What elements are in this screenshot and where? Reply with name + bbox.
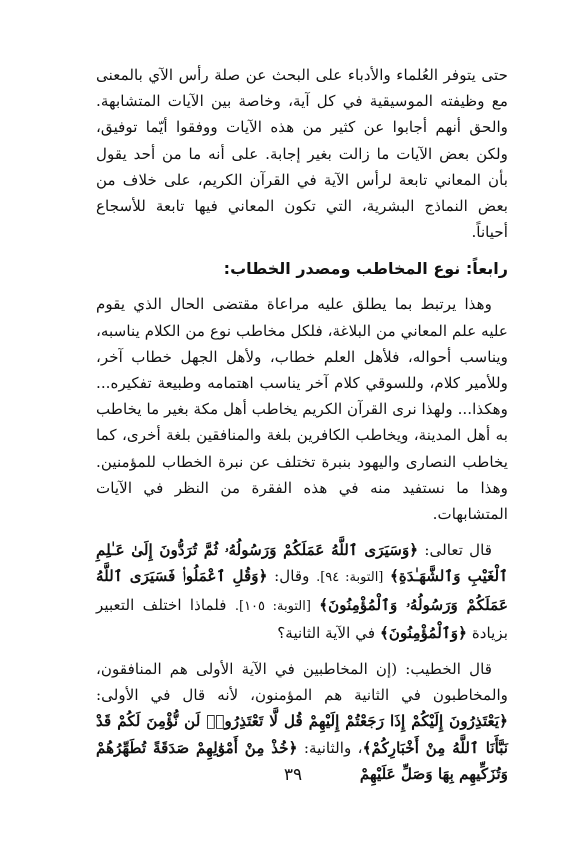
verse-reference: [التوبة: ١٠٥]. (234, 598, 311, 614)
body-paragraph-verses (96, 537, 508, 646)
body-paragraph-addressee: وهذا يرتبط بما يطلق عليه مراعاة مقتضى الحال الذي يقوم عليه علم المعاني من البلاغة، فلكل مخاطب نوع من الكلام يناسبه، ويناسب أحواله، فلأهل العلم خطاب، ولأهل الجهل خطاب آخر، وللأمير كلام، وللسوقي كلام آخر يناسب اهتمامه وطبيعة تفكيره... وهكذا... ولهذا نرى القرآن الكريم يخاطب أهل مكة بغير ما يخاطب به أهل المدينة، ويخاطب الكافرين بلغة والمنافقين بلغة أخرى، كما يخاطب النصارى واليهود بنبرة تختلف عن نبرة الخطاب للمؤمنين. وهذا ما نستفيد منه في هذه الفقرة من النظر في الآيات المتشابهات. (96, 295, 508, 524)
section-heading: رابعاً: نوع المخاطب ومصدر الخطاب: (223, 259, 508, 279)
body-paragraph-intro: حتى يتوفر العُلماء والأدباء على البحث عن صلة رأس الآي بالمعنى مع وظيفته الموسيقية في كل آية، وخاصة بين الآيات المتشابهة. والحق أنهم أجابوا عن كثير من هذه الآيات ووفقوا أيّما توفيق، ولكن بعض الآيات ما زالت بغير إجابة. على أنه ما من أحد يقول بأن المعاني تابعة لرأس الآية في القرآن الكريم، على خلاف من بعض النماذج البشرية، التي تكون المعاني فيها تابعة للأسجاع أحياناً. (96, 66, 508, 242)
quote-text: ، والثانية: (303, 738, 363, 757)
verse-reference: [التوبة: ٩٤]. (316, 570, 384, 586)
quran-verse: ﴿وَقُلِ ٱعْمَلُوا۟ فَسَيَرَى ٱللَّهُ عَمَلَكُمْ وَرَسُولُهُۥ وَٱلْمُؤْمِنُونَ﴾ (96, 567, 509, 614)
quran-verse: ﴿يَعْتَذِرُونَ إِلَيْكُمْ إِذَا رَجَعْتُمْ إِلَيْهِمْ قُل لَّا تَعْتَذِرُوا۟ لَن نُّؤْمِنَ لَكُمْ قَدْ نَبَّأَنَا ٱللَّهُ مِنْ أَخْبَارِكُمْ﴾ (96, 712, 509, 757)
page-number: ٣٩ (283, 765, 303, 785)
quran-verse: ﴿خُذْ مِنْ أَمْوَٰلِهِمْ صَدَقَةً تُطَهِّرُهُمْ وَتُزَكِّيهِم بِهَا وَصَلِّ عَلَيْهِمْ (96, 738, 508, 783)
question-text: في الآية الثانية؟ (277, 623, 376, 642)
verse-intro-text: وقال: (274, 567, 310, 586)
page-body (96, 62, 508, 787)
quran-verse: ﴿وَٱلْمُؤْمِنُونَ﴾ (379, 623, 467, 642)
quote-text: قال الخطيب: (إن المخاطبين في الآية الأولى هم المنافقون، والمخاطبون في الثانية هم المؤمنون، لأنه قال في الأولى: (96, 660, 508, 705)
quran-verse: ﴿وَسَيَرَى ٱللَّهُ عَمَلَكُمْ وَرَسُولُهُۥ ثُمَّ تُرَدُّونَ إِلَىٰ عَـٰلِمِ ٱلْغَيْبِ وَٱلشَّهَـٰدَةِ﴾ (96, 541, 509, 586)
question-text: فلماذا اختلف التعبير بزيادة (96, 595, 508, 642)
verse-intro-text: قال تعالى: (424, 541, 492, 560)
